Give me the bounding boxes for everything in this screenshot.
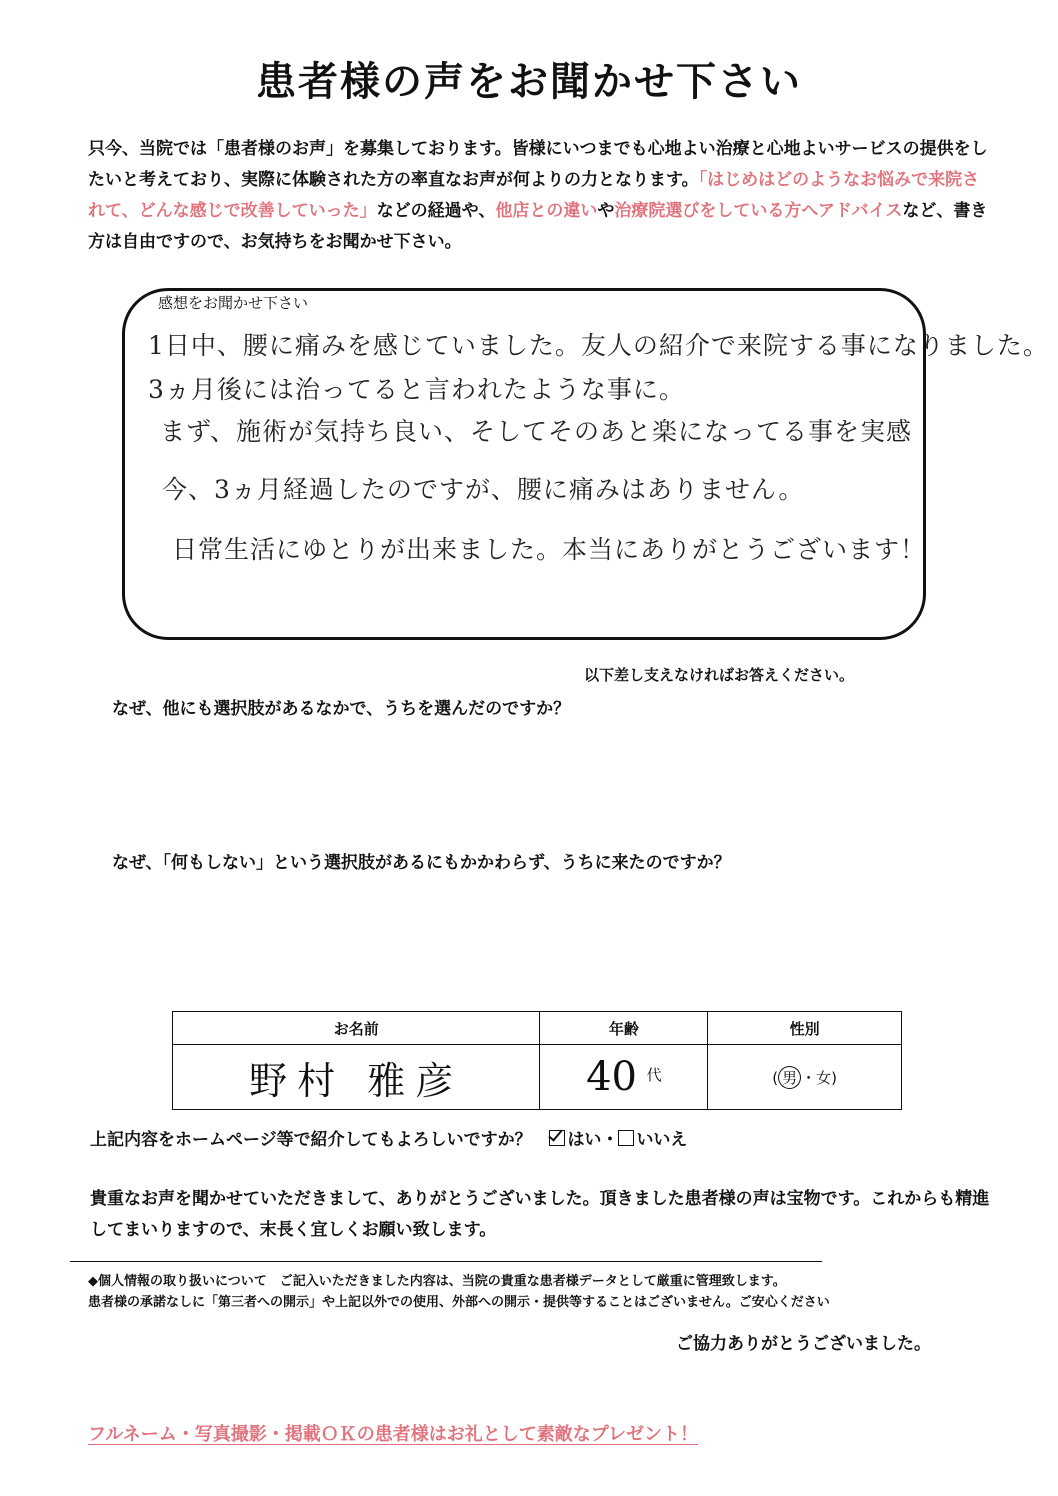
gender-cell: ( 男 ・女) <box>708 1045 902 1110</box>
comment-label: 感想をお聞かせ下さい <box>158 294 309 312</box>
info-value-row <box>173 1045 902 1110</box>
intro-text-3: や <box>597 201 615 221</box>
question-1: なぜ、他にも選択肢があるなかで、うちを選んだのですか？ <box>112 699 571 719</box>
intro-highlight-2: 他店との違い <box>495 201 598 221</box>
thanks-paragraph: 貴重なお声を聞かせていただきまして、ありがとうございました。頂きました患者様の声は宝物です。これからも精進してまいりますので、末長く宜しくお願い致します。 <box>90 1189 990 1240</box>
gender-male-circled: 男 <box>778 1066 801 1089</box>
age-cell <box>540 1045 708 1110</box>
consent-yes-label: はい <box>567 1130 602 1150</box>
gender-separator: ・ <box>801 1068 817 1087</box>
name-header: お名前 <box>173 1012 540 1045</box>
optional-note: 以下差し支えなければお答えください。 <box>584 666 855 684</box>
gender-female: 女 <box>816 1068 832 1087</box>
comment-line-1: 1日中、腰に痛みを感じていました。友人の紹介で来院する事になりました。 <box>148 331 1049 360</box>
age-value: 40 <box>586 1054 638 1100</box>
consent-row <box>90 1125 687 1150</box>
comment-line-5: 日常生活にゆとりが出来ました。本当にありがとうございます！ <box>172 535 927 564</box>
question-2: なぜ、「何もしない」という選択肢があるにもかかわらず、うちに来たのですか？ <box>112 853 731 873</box>
consent-no-label: いいえ <box>636 1130 688 1150</box>
consent-yes-checkbox[interactable] <box>549 1130 565 1146</box>
patient-info-table <box>172 1011 902 1110</box>
privacy-line-1: ◆個人情報の取り扱いについて ご記入いただきました内容は、当院の貴重な患者様データとして厳重に管理致します。 <box>88 1274 786 1289</box>
cooperation-thanks: ご協力ありがとうございました。 <box>676 1334 931 1354</box>
intro-text-2: などの経過や、 <box>376 201 496 221</box>
name-value: 野村 雅彦 <box>249 1058 464 1103</box>
divider <box>70 1261 822 1262</box>
intro-highlight-3: 治療院選びをしている方へアドバイス <box>614 201 903 221</box>
page-title: 患者様の声をお聞かせ下さい <box>256 59 802 105</box>
privacy-notice <box>88 1271 830 1313</box>
comment-line-2: 3ヵ月後には治ってると言われたような事に。 <box>148 375 685 404</box>
consent-separator: ・ <box>601 1130 619 1150</box>
intro-text-1: 只今、当院では「患者様のお声」を募集しております。皆様にいつまでも心地よい治療と心地よいサービスの提供をしたいと考えており、実際に体験された方の率直なお声が何よりの力となります。 <box>88 139 988 190</box>
consent-question: 上記内容をホームページ等で紹介してもよろしいですか？ <box>90 1130 532 1150</box>
present-notice: フルネーム・写真撮影・掲載ＯＫの患者様はお礼として素敵なプレゼント！ <box>88 1424 699 1445</box>
intro-text-4: など、書き方は自由ですので、お気持ちをお聞かせ下さい。 <box>88 201 988 252</box>
comment-line-4: 今、3ヵ月経過したのですが、腰に痛みはありません。 <box>162 475 805 504</box>
info-header-row <box>173 1012 902 1045</box>
intro-highlight-1: 「はじめはどのようなお悩みで来院されて、どんな感じで改善していった」 <box>88 170 980 221</box>
intro-paragraph <box>88 134 993 258</box>
gender-header: 性別 <box>708 1012 902 1045</box>
comment-line-3: まず、施術が気持ち良い、そしてそのあと楽になってる事を実感 <box>160 417 913 446</box>
name-cell <box>173 1045 540 1110</box>
age-header: 年齢 <box>540 1012 708 1045</box>
consent-no-checkbox[interactable] <box>618 1130 634 1146</box>
privacy-line-2: 患者様の承諾なしに「第三者への開示」や上記以外での使用、外部への開示・提供等することはございません。ご安心ください <box>88 1295 830 1310</box>
age-unit: 代 <box>646 1066 662 1084</box>
